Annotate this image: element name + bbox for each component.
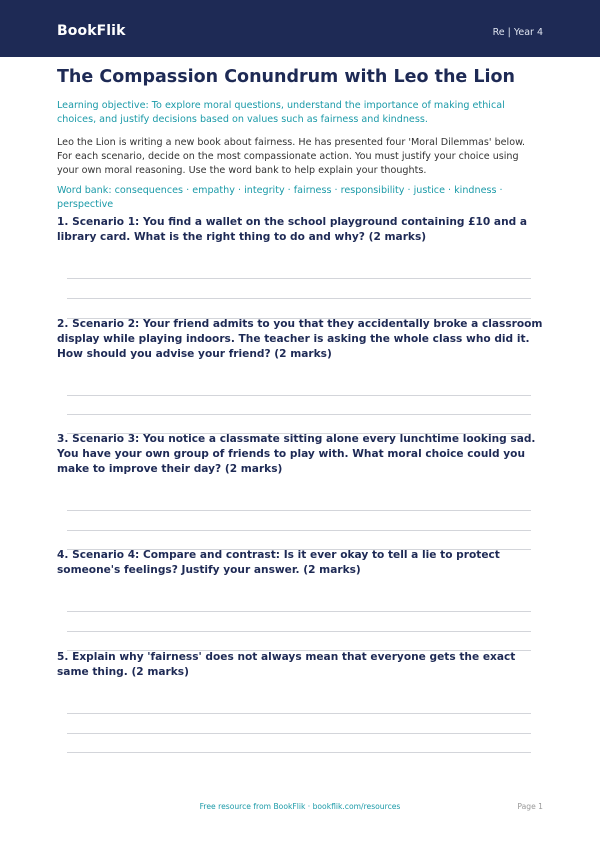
question-4: 4. Scenario 4: Compare and contrast: Is it ever okay to tell a lie to protect someone's feelings? Justify your answer. (2 marks) [57,549,500,576]
answer-line[interactable] [67,298,531,299]
question-1: 1. Scenario 1: You find a wallet on the school playground containing £10 and a library card. What is the right thing to do and why? (2 marks) [57,216,528,243]
page-number: Page 1 [517,802,543,811]
answer-line[interactable] [67,611,531,612]
question-5: 5. Explain why 'fairness' does not always mean that everyone gets the exact same thing. (2 marks) [57,651,516,678]
intro-paragraph: Leo the Lion is writing a new book about fairness. He has presented four 'Moral Dilemmas' below. For each scenario, decide on the most compassionate action. You must justify your choice using your own moral reasoning. Use the word bank to help explain your thoughts. [57,137,526,176]
answer-line[interactable] [67,752,531,753]
word-bank: Word bank: consequences · empathy · integrity · fairness · responsibility · justice · kindness · perspective [57,185,503,210]
question-3: 3. Scenario 3: You notice a classmate sitting alone every lunchtime looking sad. You have your own group of friends to play with. What moral choice could you make to improve their day? (2 marks) [57,433,536,475]
header-bar [0,0,600,57]
answer-line[interactable] [67,395,531,396]
answer-line[interactable] [67,631,531,632]
answer-line[interactable] [67,733,531,734]
answer-line[interactable] [67,713,531,714]
brand-logo-text: BookFlik [57,23,126,39]
footer-credit: Free resource from BookFlik · bookflik.com/resources [199,802,401,811]
answer-line[interactable] [67,278,531,279]
subject-year-label: Re | Year 4 [492,27,543,38]
learning-objective: Learning objective: To explore moral questions, understand the importance of making ethical choices, and justify decisions based on values such as fairness and kindness. [57,100,505,125]
answer-line[interactable] [67,530,531,531]
question-2: 2. Scenario 2: Your friend admits to you that they accidentally broke a classroom display while playing indoors. The teacher is asking the whole class who did it. How should you advise your friend? (2 marks) [57,318,543,360]
answer-line[interactable] [67,414,531,415]
answer-line[interactable] [67,510,531,511]
page-title: The Compassion Conundrum with Leo the Lion [57,67,516,87]
